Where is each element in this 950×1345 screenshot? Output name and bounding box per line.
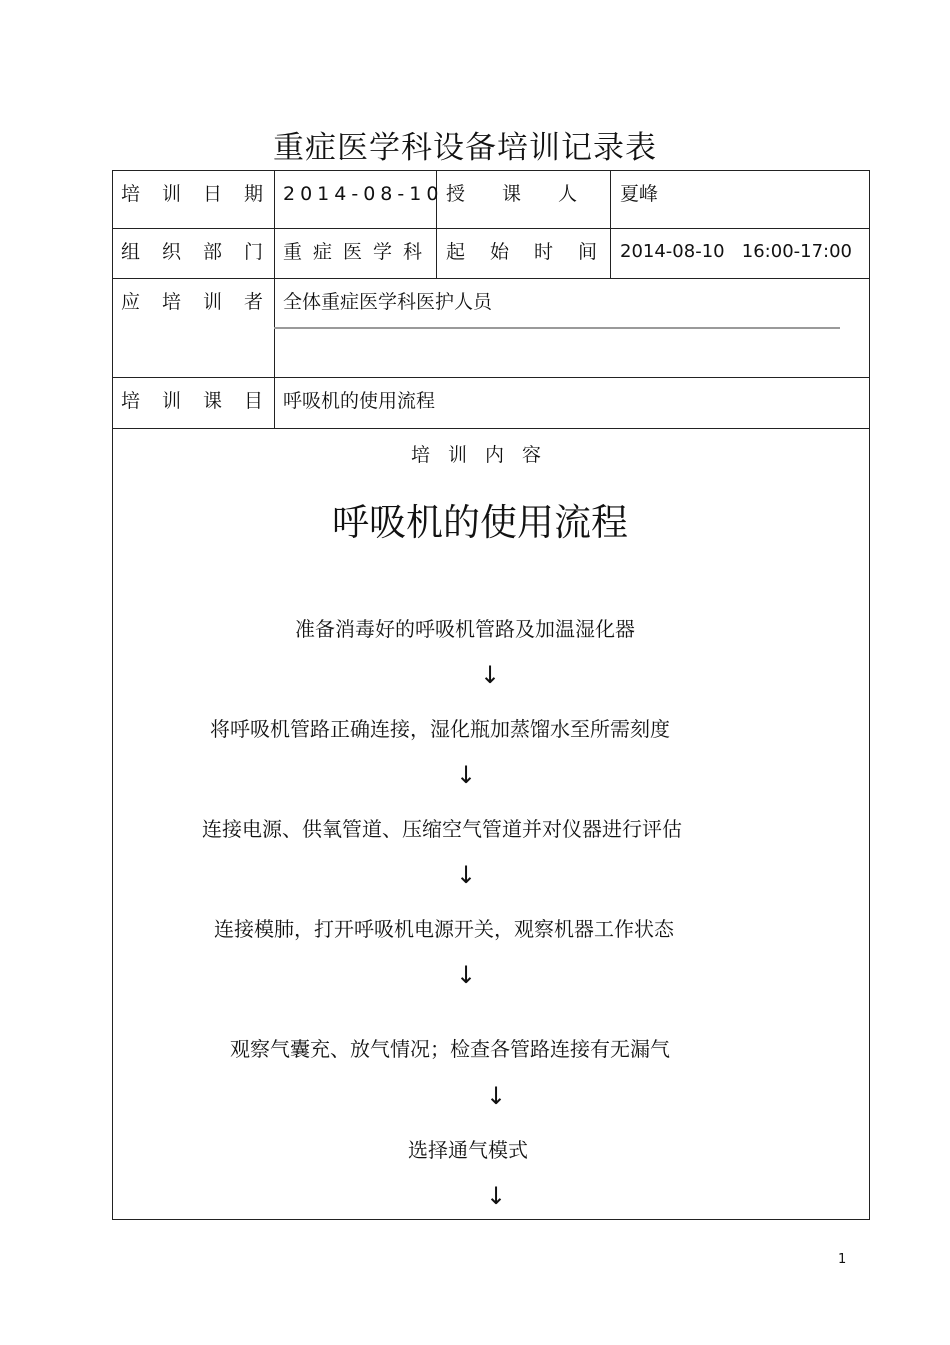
down-arrow-icon: ↓ — [479, 661, 501, 689]
date-label-char: 训 — [161, 183, 181, 205]
trainees-label: 应培训者 — [121, 291, 286, 313]
date-label-char: 期 — [243, 183, 263, 205]
down-arrow-icon: ↓ — [455, 861, 477, 889]
down-arrow-icon: ↓ — [485, 1182, 507, 1210]
flow-step-6: 选择通气模式 — [408, 1138, 528, 1162]
course-value: 呼吸机的使用流程 — [283, 390, 436, 412]
dept-value: 重症医学科 — [283, 241, 434, 263]
form-title: 重症医学科设备培训记录表 — [273, 130, 657, 166]
row-divider — [112, 278, 870, 279]
flow-step-2: 将呼吸机管路正确连接，湿化瓶加蒸馏水至所需刻度 — [210, 717, 670, 741]
date-label — [121, 182, 263, 206]
date-label-char: 培 — [121, 183, 141, 205]
course-label: 培训课目 — [121, 390, 286, 412]
content-heading: 呼吸机的使用流程 — [332, 501, 628, 544]
fill-in-underline — [274, 327, 840, 329]
flow-step-1: 准备消毒好的呼吸机管路及加温湿化器 — [295, 617, 635, 641]
page-number: 1 — [838, 1252, 847, 1267]
row-divider — [112, 377, 870, 378]
trainees-value: 全体重症医学科医护人员 — [283, 291, 493, 313]
date-value: 2014-08-10 — [283, 183, 444, 205]
time-label: 起始时间 — [446, 241, 623, 263]
down-arrow-icon: ↓ — [485, 1082, 507, 1110]
lecturer-label: 授课人 — [446, 183, 615, 205]
lecturer-value: 夏峰 — [620, 183, 659, 205]
flow-step-3: 连接电源、供氧管道、压缩空气管道并对仪器进行评估 — [202, 817, 682, 841]
flow-step-4: 连接模肺，打开呼吸机电源开关，观察机器工作状态 — [214, 917, 674, 941]
time-value: 2014-08-10 16:00-17:00 — [620, 241, 853, 262]
row-divider — [112, 228, 870, 229]
down-arrow-icon: ↓ — [455, 761, 477, 789]
content-label: 培训内容 — [410, 444, 559, 466]
dept-label: 组织部门 — [121, 241, 286, 263]
flow-step-5: 观察气囊充、放气情况；检查各管路连接有无漏气 — [230, 1037, 670, 1061]
date-label-char: 日 — [202, 183, 222, 205]
down-arrow-icon: ↓ — [455, 961, 477, 989]
row-divider — [112, 428, 870, 429]
